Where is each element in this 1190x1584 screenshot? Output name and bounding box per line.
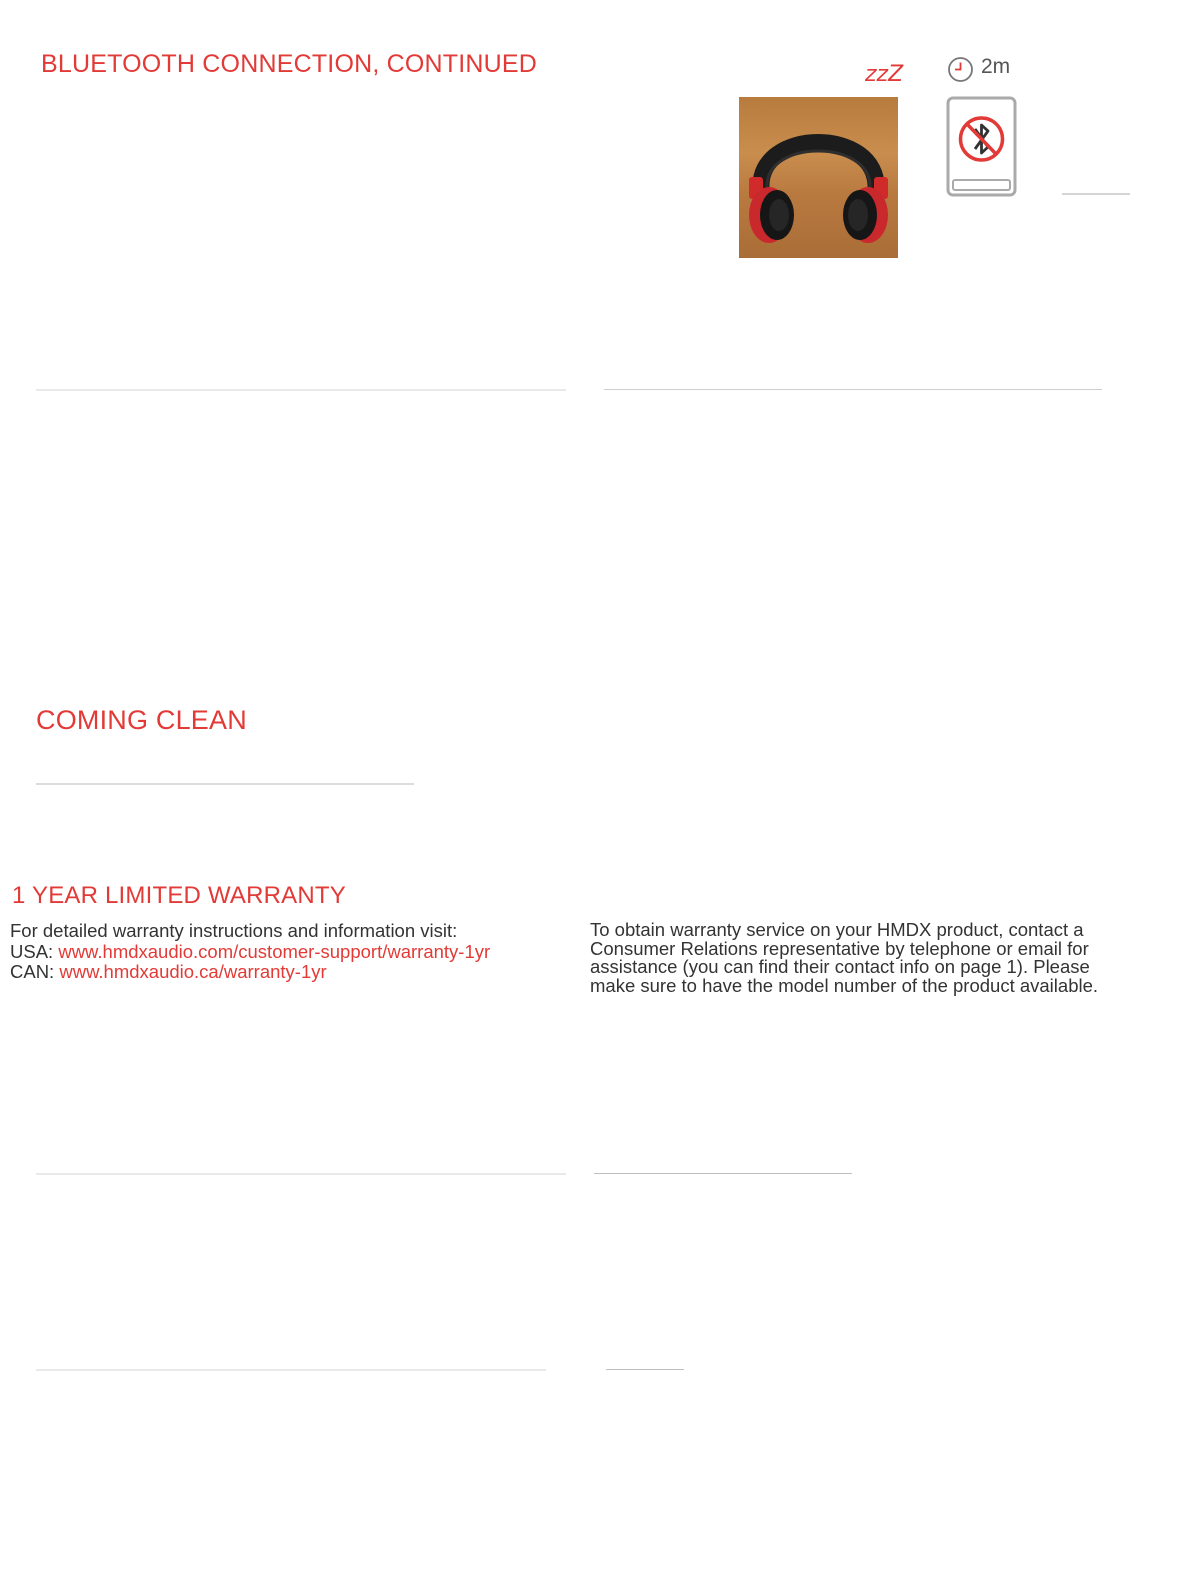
headphones-photo (739, 97, 898, 258)
section-heading-warranty: 1 YEAR LIMITED WARRANTY (12, 882, 346, 909)
divider (1062, 193, 1130, 195)
warranty-can-row (10, 962, 570, 983)
divider (36, 783, 414, 785)
section-heading-cleaning: COMING CLEAN (36, 705, 247, 735)
usa-warranty-link[interactable]: www.hmdxaudio.com/customer-support/warranty-1yr (58, 940, 491, 962)
warranty-intro: For detailed warranty instructions and information visit: (10, 920, 458, 941)
usa-label: USA: (10, 940, 59, 962)
bluetooth-off-icon (946, 96, 1017, 197)
warranty-service-paragraph (590, 921, 1130, 995)
divider (606, 1369, 684, 1370)
can-label: CAN: (10, 961, 60, 982)
can-warranty-link[interactable]: www.hmdxaudio.ca/warranty-1yr (59, 961, 327, 982)
paragraph-line: To obtain warranty service on your HMDX product, contact a (590, 919, 1084, 940)
warranty-usa-row (10, 942, 570, 963)
clock-icon (947, 56, 974, 83)
divider (604, 389, 1102, 390)
paragraph-line: make sure to have the model number of the product available. (590, 974, 1099, 996)
divider (36, 389, 566, 391)
timer-label: 2m (981, 55, 1011, 78)
sleep-icon: zzZ (865, 62, 904, 87)
warranty-info (10, 921, 570, 983)
divider (594, 1173, 852, 1174)
paragraph-line: assistance (you can find their contact info on page 1). Please (590, 956, 1090, 977)
paragraph-line: Consumer Relations representative by telephone or email for (590, 937, 1089, 959)
divider (36, 1173, 566, 1175)
divider (36, 1369, 546, 1371)
section-heading-bluetooth: BLUETOOTH CONNECTION, CONTINUED (41, 50, 538, 78)
